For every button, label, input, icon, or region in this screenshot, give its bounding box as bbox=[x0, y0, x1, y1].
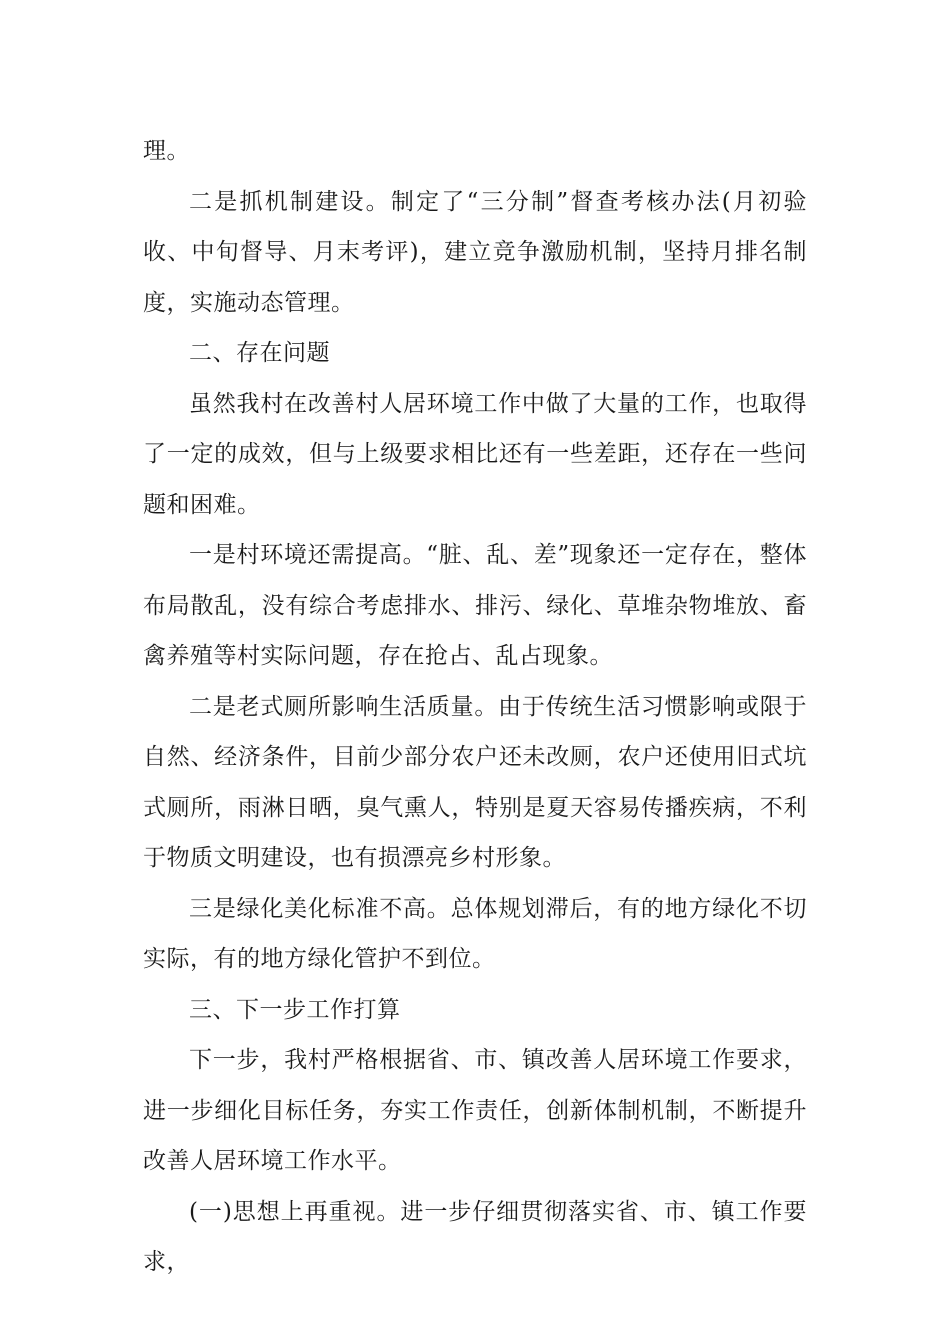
paragraph-problems-intro: 虽然我村在改善村人居环境工作中做了大量的工作，也取得了一定的成效，但与上级要求相比还有一些差距，还存在一些问题和困难。 bbox=[143, 390, 807, 518]
paragraph-problem-environment: 一是村环境还需提高。“脏、乱、差”现象还一定存在，整体布局散乱，没有综合考虑排水、排污、绿化、草堆杂物堆放、畜禽养殖等村实际问题，存在抢占、乱占现象。 bbox=[143, 542, 807, 669]
paragraph-ideology-emphasis: (一)思想上再重视。进一步仔细贯彻落实省、市、镇工作要求， bbox=[143, 1198, 807, 1275]
paragraph-mechanism-building: 二是抓机制建设。制定了“三分制”督查考核办法(月初验收、中旬督导、月末考评)，建立竞争激励机制，坚持月排名制度，实施动态管理。 bbox=[143, 188, 807, 316]
paragraph-problem-toilets: 二是老式厕所影响生活质量。由于传统生活习惯影响或限于自然、经济条件，目前少部分农户还未改厕，农户还使用旧式坑式厕所，雨淋日晒，臭气熏人，特别是夏天容易传播疾病，不利于物质文明建设，也有损漂亮乡村形象。 bbox=[143, 693, 807, 871]
paragraph-next-steps-intro: 下一步，我村严格根据省、市、镇改善人居环境工作要求，进一步细化目标任务，夯实工作责任，创新体制机制，不断提升改善人居环境工作水平。 bbox=[143, 1047, 807, 1174]
paragraph-continuation: 理。 bbox=[143, 138, 190, 164]
section-heading-next-steps: 三、下一步工作打算 bbox=[189, 996, 401, 1023]
paragraph-problem-greening: 三是绿化美化标准不高。总体规划滞后，有的地方绿化不切实际，有的地方绿化管护不到位。 bbox=[143, 895, 807, 972]
section-heading-problems: 二、存在问题 bbox=[189, 340, 330, 366]
document-body bbox=[143, 126, 807, 1288]
